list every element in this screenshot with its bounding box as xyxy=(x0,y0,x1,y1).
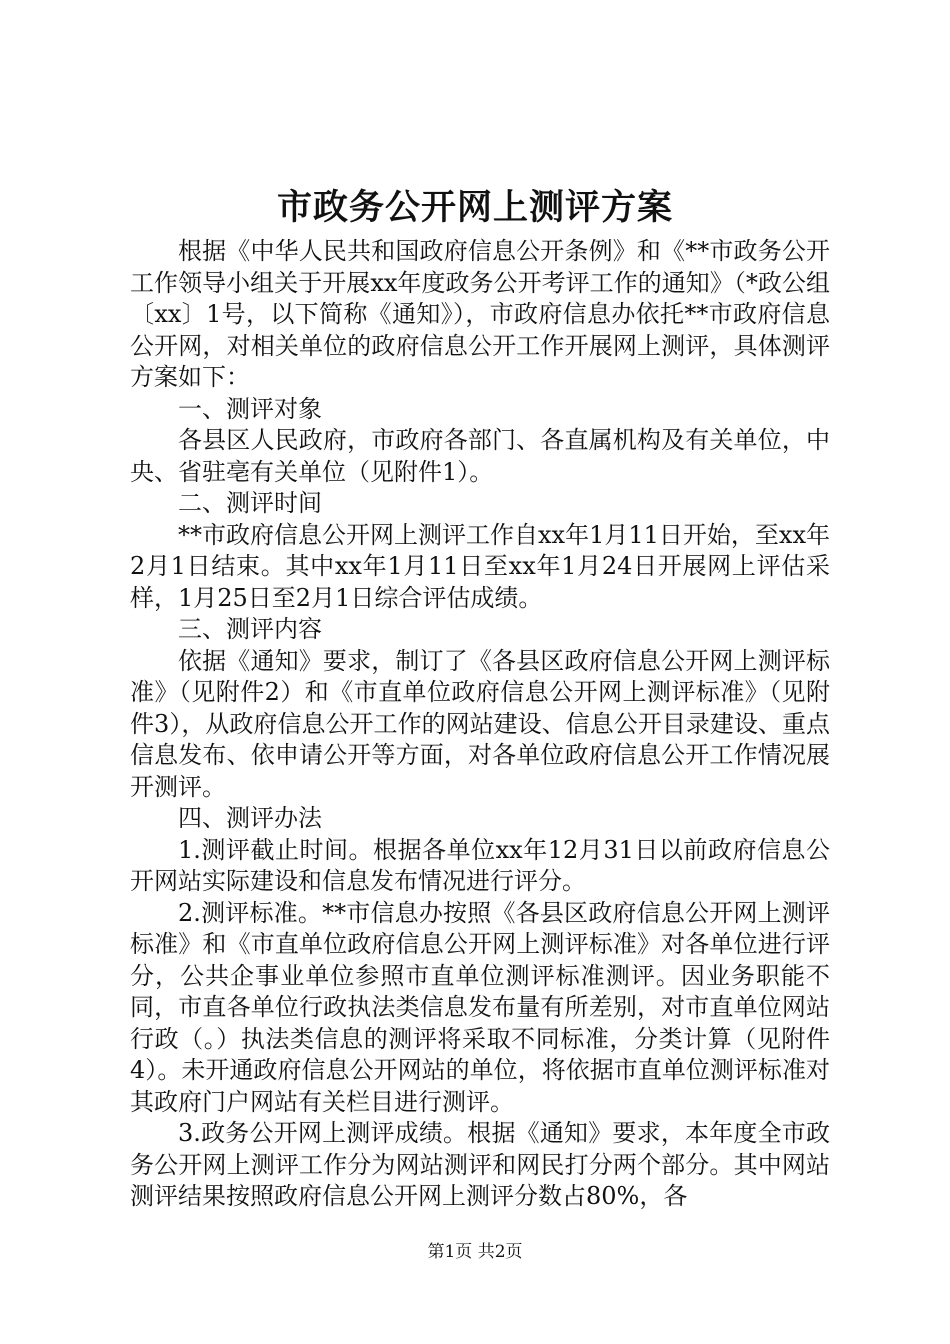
document-title: 市政务公开网上测评方案 xyxy=(276,187,673,228)
section-heading-4: 四、测评办法 xyxy=(178,804,322,832)
body-paragraph: **市政府信息公开网上测评工作自xx年1月11日开始，至xx年2月1日结束。其中xx年1月11日至xx年1月24日开展网上评估采样，1月25日至2月1日综合评估成绩。 xyxy=(130,520,830,612)
body-paragraph: 依据《通知》要求，制订了《各县区政府信息公开网上测评标准》（见附件2）和《市直单位政府信息公开网上测评标准》（见附件3），从政府信息公开工作的网站建设、信息公开目录建设、重点信息发布、依申请公开等方面，对各单位政府信息公开工作情况展开测评。 xyxy=(130,646,830,801)
section-heading-1: 一、测评对象 xyxy=(178,394,322,423)
list-item-2: 2.测评标准。**市信息办按照《各县区政府信息公开网上测评标准》和《市直单位政府信息公开网上测评标准》对各单位进行评分，公共企事业单位参照市直单位测评标准测评。因业务职能不同，市直各单位行政执法类信息发布量有所差别，对市直单位网站行政（。）执法类信息的测评将采取不同标准，分类计算（见附件4）。未开通政府信息公开网站的单位，将依据市直单位测评标准对其政府门户网站有关栏目进行测评。 xyxy=(130,898,830,1116)
intro-paragraph: 根据《中华人民共和国政府信息公开条例》和《**市政务公开工作领导小组关于开展xx年度政务公开考评工作的通知》（*政公组〔xx〕1号，以下简称《通知》），市政府信息办依托**市政府信息公开网，对相关单位的政府信息公开工作开展网上测评，具体测评方案如下： xyxy=(130,237,830,391)
document-body xyxy=(130,236,830,1213)
page-number-footer: 第1页 共2页 xyxy=(427,1242,523,1262)
list-item-3: 3.政务公开网上测评成绩。根据《通知》要求，本年度全市政务公开网上测评工作分为网站测评和网民打分两个部分。其中网站测评结果按照政府信息公开网上测评分数占80%，各 xyxy=(130,1119,830,1210)
body-paragraph: 各县区人民政府，市政府各部门、各直属机构及有关单位，中央、省驻亳有关单位（见附件1）。 xyxy=(130,426,830,486)
section-heading-3: 三、测评内容 xyxy=(178,615,322,643)
list-item-1: 1.测评截止时间。根据各单位xx年12月31日以前政府信息公开网站实际建设和信息发布情况进行评分。 xyxy=(130,835,830,895)
section-heading-2: 二、测评时间 xyxy=(178,489,322,517)
